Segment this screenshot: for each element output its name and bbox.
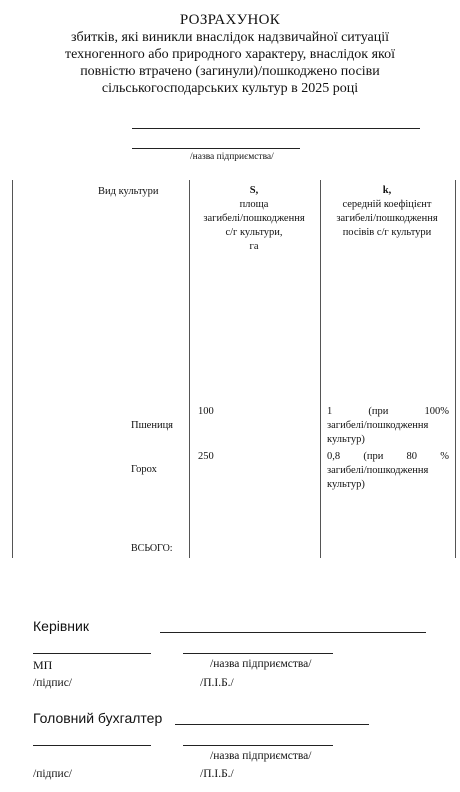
accountant-name-caption: /П.І.Б./ bbox=[200, 768, 234, 780]
area-desc-line: площа bbox=[239, 199, 269, 210]
accountant-company-caption: /назва підприємства/ bbox=[210, 750, 312, 762]
director-name-caption: /П.І.Б./ bbox=[200, 677, 234, 689]
crop-cell: Горох bbox=[131, 464, 157, 475]
director-company-line[interactable] bbox=[183, 653, 333, 654]
director-label: Керівник bbox=[33, 618, 89, 634]
coefficient-cell bbox=[327, 450, 449, 492]
crop-column-header: Вид культури bbox=[98, 186, 159, 197]
accountant-company-line[interactable] bbox=[183, 745, 333, 746]
director-signature-caption: /підпис/ bbox=[33, 677, 73, 689]
coefficient-desc-line: середній коефіцієнт bbox=[342, 199, 432, 210]
area-desc-line: загибелі/пошкодження bbox=[203, 213, 305, 224]
director-signature-line[interactable] bbox=[33, 653, 151, 654]
table-border-left bbox=[12, 180, 13, 558]
document-header bbox=[0, 12, 460, 97]
stamp-label: МП bbox=[33, 658, 53, 672]
area-desc-line: с/г культури, bbox=[225, 227, 283, 238]
area-desc-line: га bbox=[249, 241, 259, 252]
accountant-label: Головний бухгалтер bbox=[33, 710, 163, 726]
crop-cell: Пшениця bbox=[131, 420, 174, 431]
accountant-name-line[interactable] bbox=[175, 724, 369, 725]
table-divider-2 bbox=[320, 180, 321, 558]
director-name-line[interactable] bbox=[160, 632, 426, 633]
coefficient-line: 1 (при 100% bbox=[327, 406, 449, 417]
subtitle-line-3: повністю втрачено (загинули)/пошкоджено посіви bbox=[80, 64, 380, 79]
area-column-header bbox=[190, 184, 318, 254]
table-border-right bbox=[455, 180, 456, 558]
accountant-signature-caption: /підпис/ bbox=[33, 768, 73, 780]
accountant-signature-line[interactable] bbox=[33, 745, 151, 746]
area-cell: 250 bbox=[198, 451, 214, 462]
coefficient-symbol: k, bbox=[382, 185, 392, 196]
coefficient-column-header bbox=[322, 184, 452, 240]
subtitle-line-4: сільськогосподарських культур в 2025 році bbox=[101, 81, 359, 96]
area-symbol: S, bbox=[249, 185, 259, 196]
coefficient-line: загибелі/пошкодження bbox=[327, 420, 429, 431]
coefficient-desc-line: загибелі/пошкодження bbox=[336, 213, 438, 224]
coefficient-cell bbox=[327, 405, 449, 447]
coefficient-line: 0,8 (при 80 % bbox=[327, 451, 449, 462]
document-title: РОЗРАХУНОК bbox=[179, 12, 281, 28]
director-company-caption: /назва підприємства/ bbox=[210, 658, 312, 670]
coefficient-line: загибелі/пошкодження bbox=[327, 465, 429, 476]
company-name-line-1[interactable] bbox=[132, 128, 420, 129]
total-label: ВСЬОГО: bbox=[131, 543, 173, 554]
company-name-line-2[interactable] bbox=[132, 148, 300, 149]
subtitle-line-2: техногенного або природного характеру, внаслідок якої bbox=[64, 47, 396, 62]
coefficient-desc-line: посівів с/г культури bbox=[342, 227, 432, 238]
coefficient-line: культур) bbox=[327, 434, 365, 445]
subtitle-line-1: збитків, які виникли внаслідок надзвичайної ситуації bbox=[70, 30, 390, 45]
area-cell: 100 bbox=[198, 406, 214, 417]
company-name-caption: /назва підприємства/ bbox=[190, 152, 274, 162]
coefficient-line: культур) bbox=[327, 479, 365, 490]
